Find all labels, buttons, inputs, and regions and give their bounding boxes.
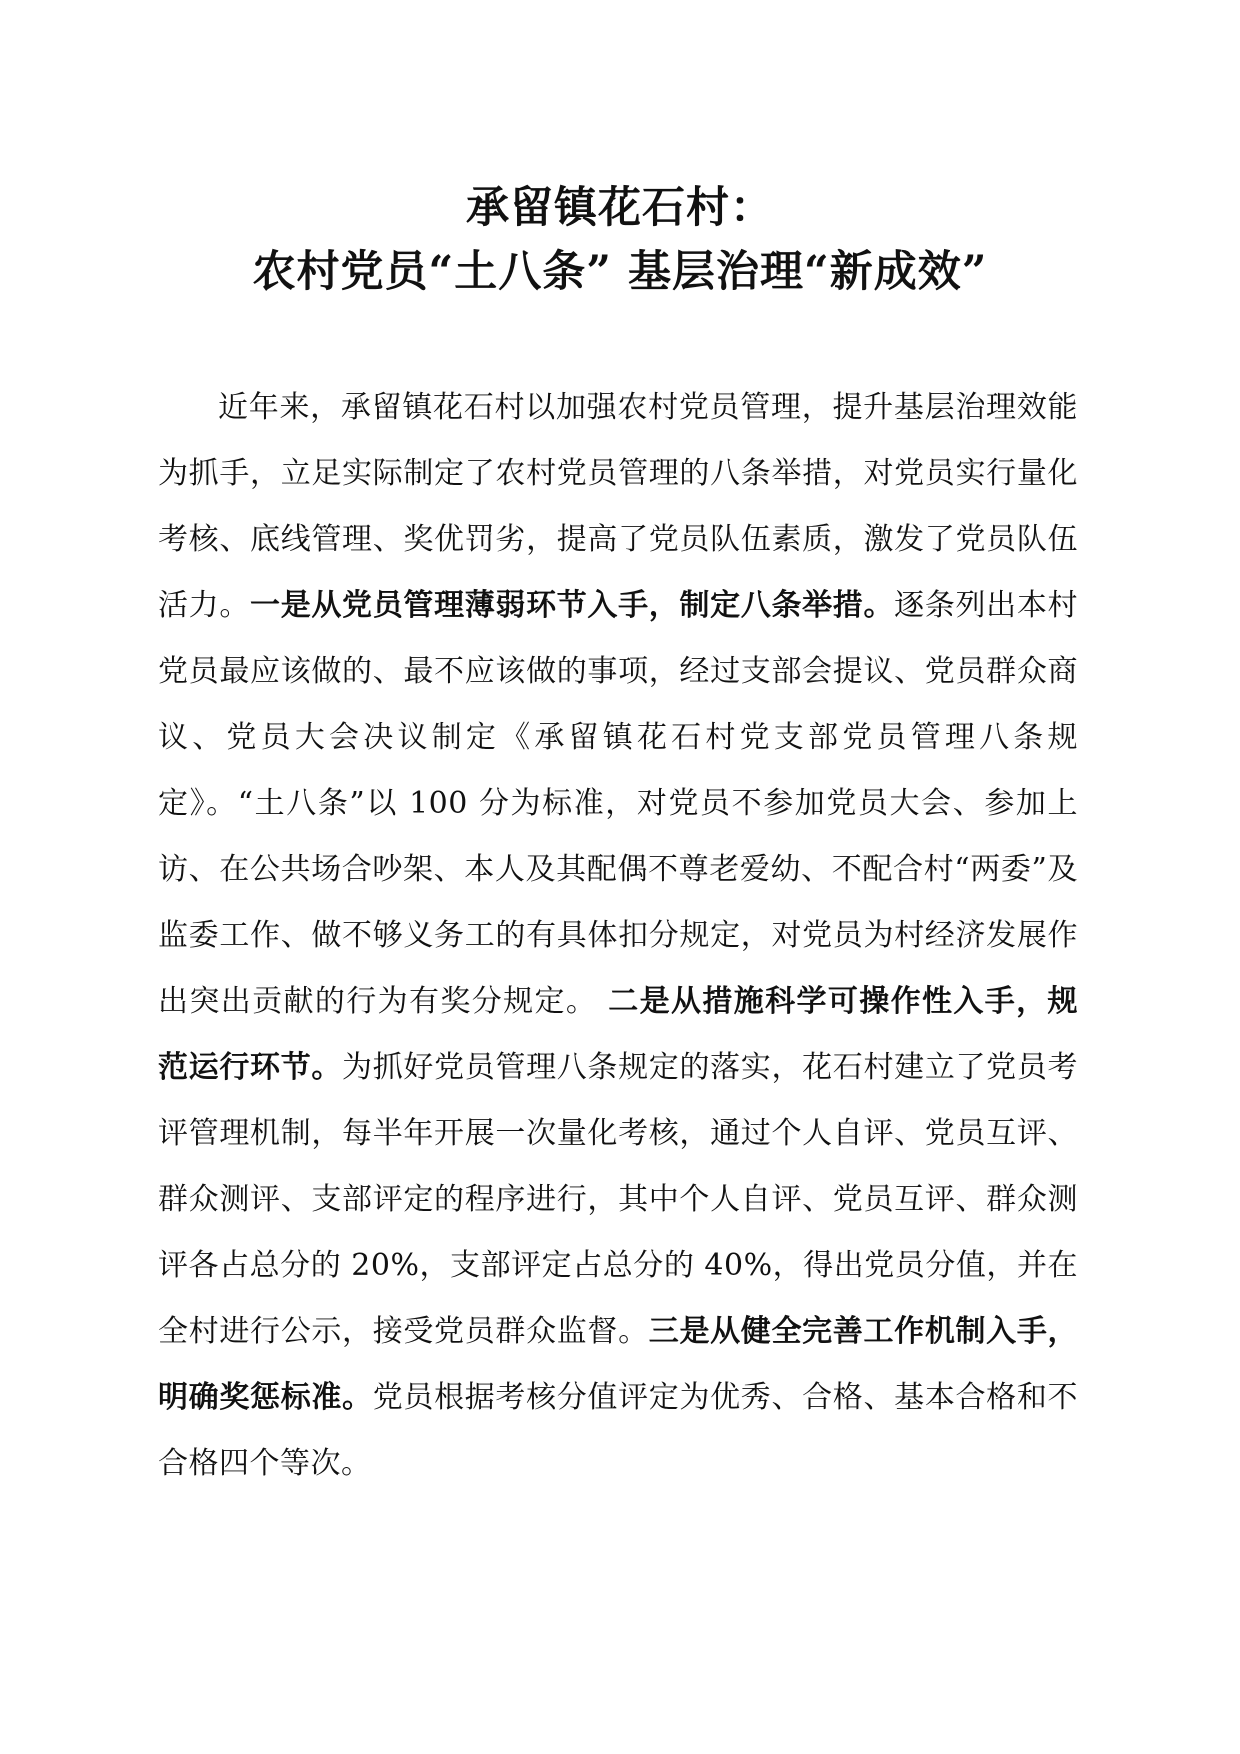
text-run-point-2: 为抓好党员管理八条规定的落实，花石村建立了党员考评管理机制，每半年开展一次量化考核，通过个人自评、党员互评、群众测评、支部评定的程序进行，其中个人自评、党员互评、群众测评各占总分的 20%，支部评定占总分的 40%，得出党员分值，并在全村进行公示，接受党员群众监督。 (158, 1050, 1079, 1349)
heading-point-1: 一是从党员管理薄弱环节入手，制定八条举措。 (250, 588, 895, 623)
text-run-point-1: 逐条列出本村党员最应该做的、最不应该做的事项，经过支部会提议、党员群众商议、党员大会决议制定《承留镇花石村党支部党员管理八条规定》。“土八条”以 100 分为标准，对党员不参加党员大会、参加上访、在公共场合吵架、本人及其配偶不尊老爱幼、不配合村“两委”及监委工作、做不够义务工的有具体扣分规定，对党员为村经济发展作出突出贡献的行为有奖分规定。 (158, 588, 1079, 1019)
heading-point-2: 二是从措施科学可操作性入手，规范运行环节。 (158, 984, 1078, 1085)
heading-point-3: 三是从健全完善工作机制入手，明确奖惩标准。 (158, 1314, 1079, 1415)
title-line-1: 承留镇花石村： (466, 183, 774, 233)
body-paragraph (158, 375, 1078, 1497)
text-run-intro: 近年来，承留镇花石村以加强农村党员管理，提升基层治理效能为抓手，立足实际制定了农村党员管理的八条举措，对党员实行量化考核、底线管理、奖优罚劣，提高了党员队伍素质，激发了党员队伍活力。 (158, 390, 1078, 623)
title-line-2: 农村党员“土八条” 基层治理“新成效” (252, 247, 988, 297)
text-run-point-3: 党员根据考核分值评定为优秀、合格、基本合格和不合格四个等次。 (158, 1380, 1079, 1481)
document-title (0, 176, 1240, 304)
